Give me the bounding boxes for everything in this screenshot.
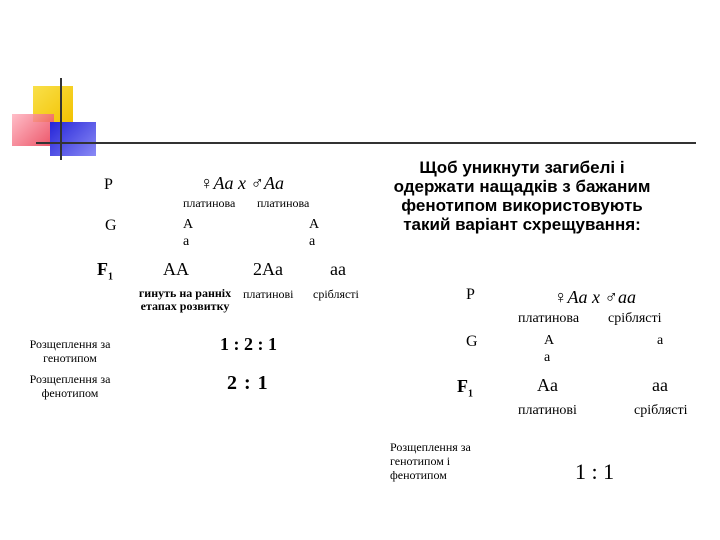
left-offspring-note-silver: сріблясті bbox=[313, 287, 359, 301]
right-offspring-recessive: aa bbox=[652, 375, 668, 395]
left-female-phenotype: платинова bbox=[183, 196, 236, 210]
left-offspring-aa-homozygous: AA bbox=[163, 259, 189, 279]
right-offspring-heterozygous: Aa bbox=[537, 375, 558, 395]
left-male-phenotype: платинова bbox=[257, 196, 310, 210]
corner-decoration bbox=[0, 0, 120, 170]
decor-line-horizontal bbox=[36, 142, 696, 144]
right-male-phenotype: сріблясті bbox=[608, 311, 662, 326]
left-gamete-male-2: a bbox=[309, 234, 316, 249]
left-phenotype-split-label: Розщеплення за фенотипом bbox=[29, 372, 111, 400]
right-f1-label: $F_1$ bbox=[457, 376, 473, 400]
left-genotype-ratio: 1 : 2 : 1 bbox=[220, 334, 277, 354]
left-offspring-aa-heterozygous: 2Aa bbox=[253, 259, 283, 279]
left-offspring-note-die: гинуть на ранніх етапах розвитку bbox=[138, 286, 232, 313]
right-gamete-female-2: a bbox=[544, 350, 551, 365]
left-parent-cross: ♀Aa x ♂Aa bbox=[200, 173, 284, 193]
right-offspring-note-silver: сріблясті bbox=[634, 403, 688, 418]
decor-line-vertical bbox=[60, 78, 62, 160]
left-offspring-note-platinum: платинові bbox=[243, 287, 294, 301]
left-gamete-female-2: a bbox=[183, 234, 190, 249]
left-offspring-aa-recessive: aa bbox=[330, 259, 346, 279]
right-offspring-note-platinum: платинові bbox=[518, 403, 577, 418]
left-f1-label: $F_1$ bbox=[97, 259, 113, 283]
left-gamete-male-1: A bbox=[309, 217, 320, 232]
right-parent-cross: ♀Aa x ♂aa bbox=[554, 287, 636, 307]
left-p-label: P bbox=[104, 176, 113, 193]
left-phenotype-ratio: 2 : 1 bbox=[227, 372, 269, 394]
right-g-label: G bbox=[466, 333, 478, 350]
cross-explanation-heading: Щоб уникнути загибелі і одержати нащадків з бажаним фенотипом використовують такий варіант схрещування: bbox=[393, 158, 651, 234]
left-genotype-split-label: Розщеплення за генотипом bbox=[29, 337, 111, 365]
right-split-label: Розщеплення за генотипом і фенотипом bbox=[390, 440, 471, 482]
decor-square-blue bbox=[50, 122, 96, 156]
right-ratio: 1 : 1 bbox=[575, 459, 615, 484]
right-female-phenotype: платинова bbox=[518, 311, 580, 326]
right-gamete-female-1: A bbox=[544, 333, 555, 348]
left-gamete-female-1: A bbox=[183, 217, 194, 232]
left-g-label: G bbox=[105, 217, 117, 234]
right-p-label: P bbox=[466, 286, 475, 303]
right-gamete-male-1: a bbox=[657, 333, 664, 348]
